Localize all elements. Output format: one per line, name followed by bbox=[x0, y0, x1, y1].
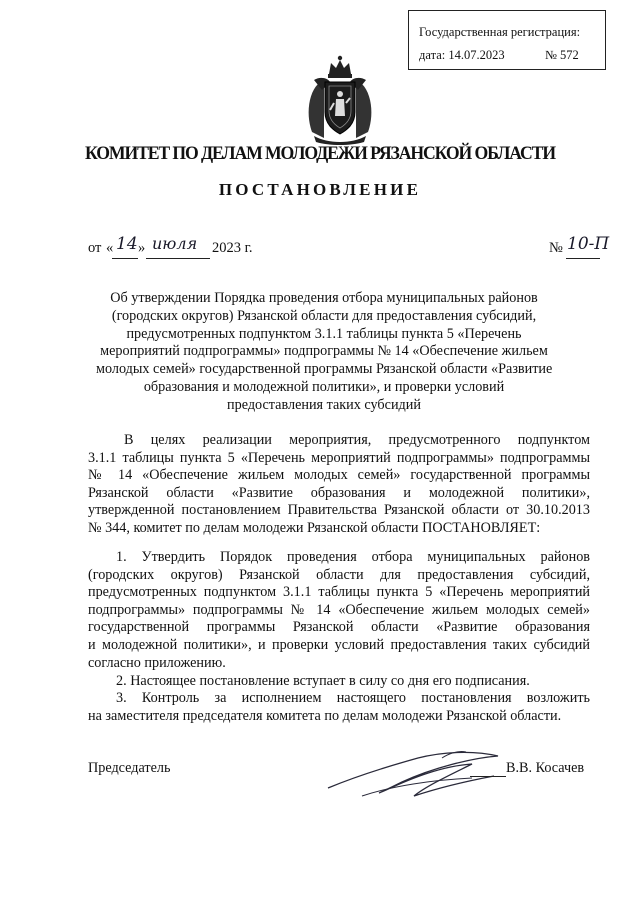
date-line bbox=[0, 234, 640, 264]
date-day-handwritten: 14 bbox=[116, 234, 138, 254]
paragraph-line: государственной программы Рязанской области «Развитие образования bbox=[88, 619, 590, 636]
signatory-position: Председатель bbox=[88, 760, 171, 776]
document-title bbox=[96, 290, 552, 415]
registration-number: № 572 bbox=[545, 48, 579, 62]
paragraph-line: В целях реализации мероприятия, предусмотренного подпунктом bbox=[124, 432, 590, 448]
title-line: образования и молодежной политики», и проверки условий bbox=[143, 378, 505, 395]
title-line: предусмотренных подпунктом 3.1.1 таблицы пункта 5 «Перечень bbox=[126, 325, 522, 342]
committee-name: КОМИТЕТ ПО ДЕЛАМ МОЛОДЕЖИ РЯЗАНСКОЙ ОБЛАСТИ bbox=[85, 143, 555, 164]
title-line: молодых семей» государственной программы Рязанской области «Развитие bbox=[96, 361, 553, 378]
title-line: предоставления таких субсидий bbox=[227, 396, 421, 413]
paragraph-line: Рязанской области «Развитие образования и молодежной политики», bbox=[88, 484, 590, 501]
paragraph-line: 3. Контроль за исполнением настоящего постановления возложить bbox=[116, 690, 590, 706]
date-year: 2023 г. bbox=[212, 240, 253, 256]
paragraph-line: утвержденной постановлением Правительства Рязанской области от 30.10.2013 bbox=[88, 502, 590, 519]
item-2-paragraph bbox=[88, 673, 590, 691]
date-close-quote: » bbox=[138, 240, 146, 256]
month-underline bbox=[146, 258, 210, 259]
day-underline bbox=[112, 258, 138, 259]
paragraph-line: 3.1.1 таблицы пункта 5 «Перечень мероприятий подпрограммы» подпрограммы bbox=[88, 449, 590, 466]
paragraph-line: № 344, комитет по делам молодежи Рязанской области ПОСТАНОВЛЯЕТ: bbox=[88, 519, 541, 536]
paragraph-line: 1. Утвердить Порядок проведения отбора муниципальных районов bbox=[116, 549, 590, 565]
date-prefix: от bbox=[88, 240, 102, 256]
handwritten-signature-icon bbox=[322, 738, 512, 802]
title-line: Об утверждении Порядка проведения отбора муниципальных районов bbox=[110, 290, 538, 306]
number-underline bbox=[566, 258, 600, 259]
paragraph-line: (городских округов) Рязанской области для предоставления субсидий, bbox=[88, 566, 590, 583]
item-1-paragraph bbox=[88, 549, 590, 672]
date-open-quote: « bbox=[106, 240, 114, 256]
registration-stamp bbox=[408, 10, 606, 70]
signatory-name: В.В. Косачев bbox=[506, 760, 585, 776]
item-3-paragraph bbox=[88, 690, 590, 725]
registration-title: Государственная регистрация: bbox=[419, 25, 581, 39]
paragraph-line: и молодежной политики», и проверки условий предоставления таких субсидий bbox=[88, 636, 590, 653]
document-type: ПОСТАНОВЛЕНИЕ bbox=[218, 180, 422, 199]
intro-paragraph bbox=[88, 432, 590, 538]
registration-date: дата: 14.07.2023 bbox=[419, 48, 505, 62]
signature-line bbox=[470, 776, 506, 777]
paragraph-line: подпрограммы» подпрограммы № 14 «Обеспечение жильем молодых семей» bbox=[88, 601, 590, 618]
title-line: мероприятий подпрограммы» подпрограммы № 14 «Обеспечение жильем bbox=[100, 343, 548, 360]
paragraph-line: 2. Настоящее постановление вступает в силу со дня его подписания. bbox=[116, 673, 530, 689]
coat-of-arms-icon bbox=[300, 54, 380, 146]
title-line: (городских округов) Рязанской области для предоставления субсидий, bbox=[111, 307, 537, 324]
paragraph-line: предусмотренных подпунктом 3.1.1 таблицы пункта 5 «Перечень мероприятий bbox=[88, 584, 590, 601]
paragraph-line: на заместителя председателя комитета по делам молодежи Рязанской области. bbox=[88, 707, 562, 724]
date-month-handwritten: июля bbox=[152, 234, 198, 253]
paragraph-line: согласно приложению. bbox=[88, 654, 226, 671]
document-number-handwritten: 10-П bbox=[567, 234, 610, 254]
number-prefix: № bbox=[549, 240, 563, 256]
paragraph-line: № 14 «Обеспечение жильем молодых семей» государственной программы bbox=[88, 467, 590, 484]
